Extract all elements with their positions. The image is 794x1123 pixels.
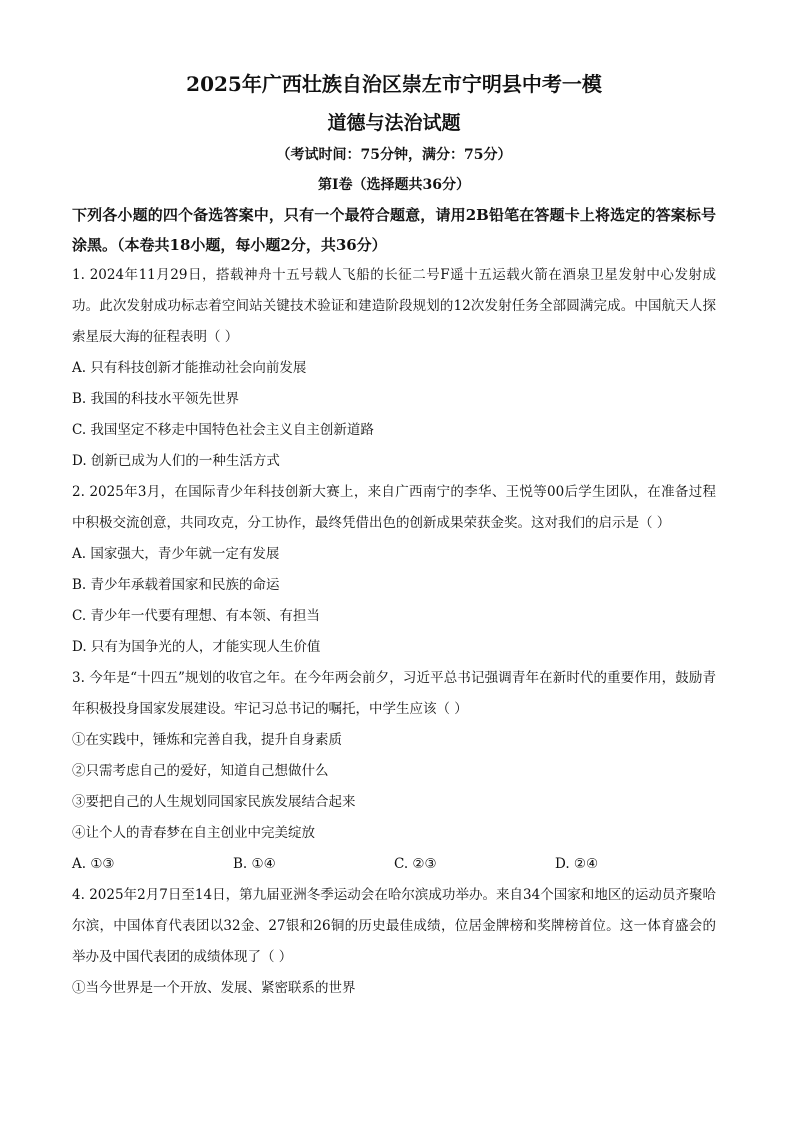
question-2-option-c: C. 青少年一代要有理想、有本领、有担当 bbox=[72, 608, 320, 624]
section-heading: 第I卷（选择题共36分） bbox=[317, 177, 471, 193]
question-3-statement-2: ②只需考虑自己的爱好，知道自己想做什么 bbox=[72, 763, 329, 779]
question-3-statement-4: ④让个人的青春梦在自主创业中完美绽放 bbox=[72, 825, 315, 841]
question-1-option-b: B. 我国的科技水平领先世界 bbox=[72, 391, 240, 407]
question-3-choice-b: B. ①④ bbox=[233, 856, 276, 872]
section-instructions: 下列各小题的四个备选答案中，只有一个最符合题意，请用2B铅笔在答题卡上将选定的答案标号涂黑。（本卷共18小题，每小题2分，共36分） bbox=[72, 206, 716, 254]
question-2-option-b: B. 青少年承载着国家和民族的命运 bbox=[72, 577, 280, 593]
question-3-choice-a: A. ①③ bbox=[72, 856, 115, 872]
question-3-choices bbox=[72, 849, 716, 880]
question-4-stem: 4. 2025年2月7日至14日，第九届亚洲冬季运动会在哈尔滨成功举办。来自34个国家和地区的运动员齐聚哈尔滨，中国体育代表团以32金、27银和26铜的历史最佳成绩，位居金牌榜和奖牌榜首位。这一体育盛会的举办及中国代表团的成绩体现了（ ） bbox=[72, 887, 716, 965]
question-2-option-a: A. 国家强大，青少年就一定有发展 bbox=[72, 546, 280, 562]
question-3-stem: 3. 今年是“十四五”规划的收官之年。在今年两会前夕，习近平总书记强调青年在新时代的重要作用，鼓励青年积极投身国家发展建设。牢记习总书记的嘱托，中学生应该（ ） bbox=[72, 670, 716, 717]
question-2-option-d: D. 只有为国争光的人，才能实现人生价值 bbox=[72, 639, 321, 655]
exam-subject: 道德与法治试题 bbox=[327, 112, 461, 134]
question-4-statement-1: ①当今世界是一个开放、发展、紧密联系的世界 bbox=[72, 980, 356, 996]
question-1-option-d: D. 创新已成为人们的一种生活方式 bbox=[72, 453, 280, 469]
question-3-choice-c: C. ②③ bbox=[394, 856, 437, 872]
question-3-statement-3: ③要把自己的人生规划同国家民族发展结合起来 bbox=[72, 794, 356, 810]
question-1-option-a: A. 只有科技创新才能推动社会向前发展 bbox=[72, 360, 307, 376]
question-3-statement-1: ①在实践中，锤炼和完善自我，提升自身素质 bbox=[72, 732, 342, 748]
question-3-choice-d: D. ②④ bbox=[555, 856, 599, 872]
question-1-stem: 1. 2024年11月29日，搭载神舟十五号载人飞船的长征二号F遥十五运载火箭在酒泉卫星发射中心发射成功。此次发射成功标志着空间站关键技术验证和建造阶段规划的12次发射任务全部圆满完成。中国航天人探索星辰大海的征程表明（ ） bbox=[72, 267, 716, 345]
question-2-stem: 2. 2025年3月，在国际青少年科技创新大赛上，来自广西南宁的李华、王悦等00后学生团队，在准备过程中积极交流创意，共同攻克，分工协作，最终凭借出色的创新成果荣获金奖。这对我们的启示是（ ） bbox=[72, 484, 716, 531]
exam-title: 2025年广西壮族自治区崇左市宁明县中考一模 bbox=[186, 72, 602, 96]
question-1-option-c: C. 我国坚定不移走中国特色社会主义自主创新道路 bbox=[72, 422, 374, 438]
exam-time-score: （考试时间：75分钟，满分：75分） bbox=[276, 147, 512, 163]
